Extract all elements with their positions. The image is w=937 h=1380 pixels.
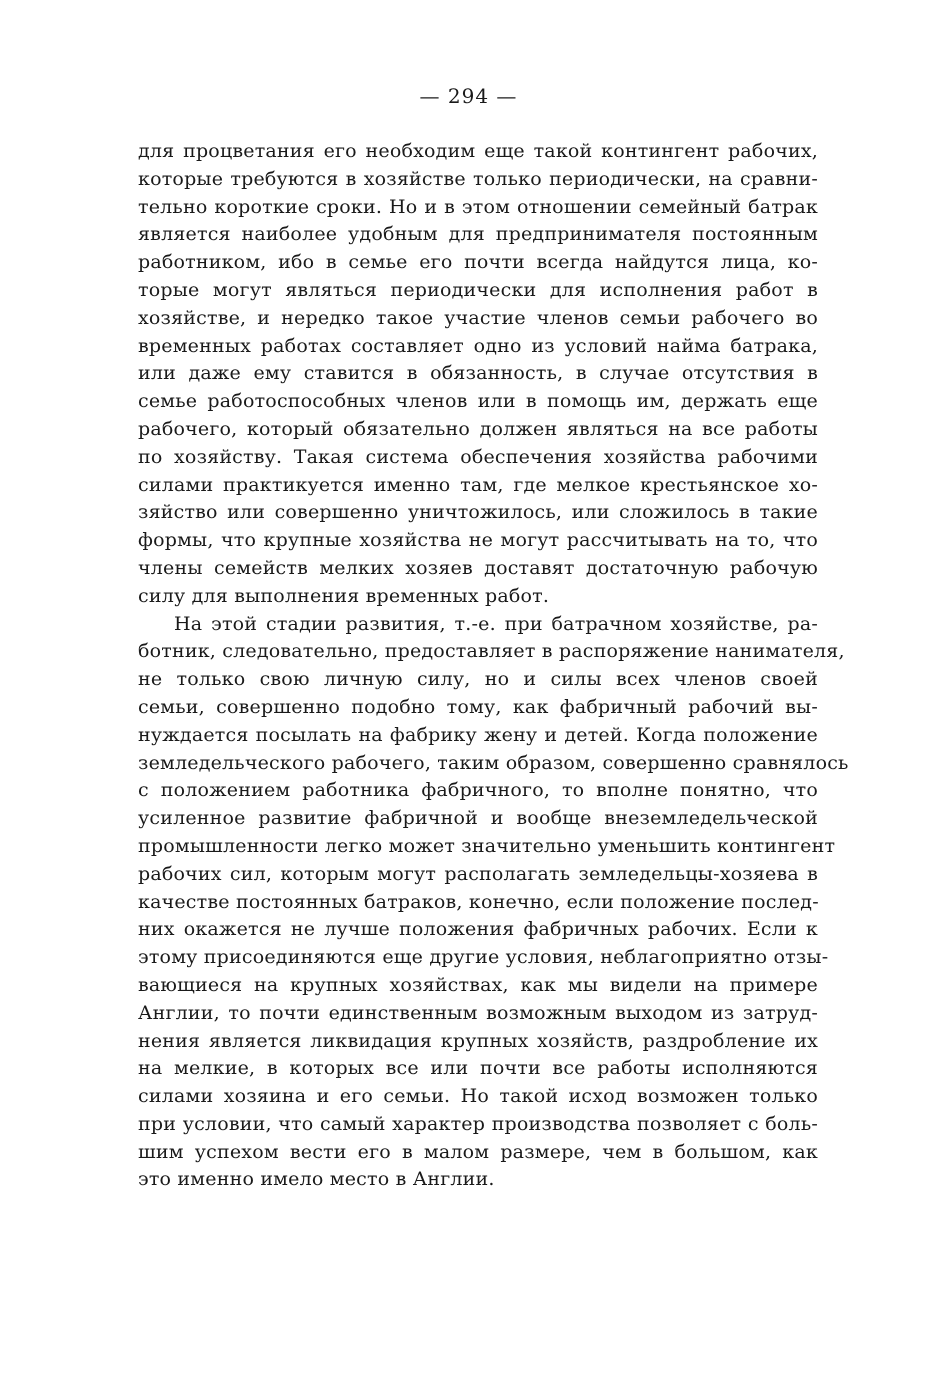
paragraph-1 xyxy=(138,138,818,611)
text-line: работником, ибо в семье его почти всегда найдутся лица, ко- xyxy=(138,251,818,274)
text-line: ботник, следовательно, предоставляет в распоряжение нанимателя, xyxy=(138,640,845,663)
text-line: при условии, что самый характер производства позволяет с боль- xyxy=(138,1112,818,1135)
text-line: них окажется не лучше положения фабричных рабочих. Если к xyxy=(138,918,818,941)
text-line: этому присоединяются еще другие условия, неблагоприятно отзы- xyxy=(138,946,829,969)
text-line: торые могут являться периодически для исполнения работ в xyxy=(138,278,818,301)
text-line: по хозяйству. Такая система обеспечения хозяйства рабочими xyxy=(138,445,818,468)
text-line: для процветания его необходим еще такой контингент рабочих, xyxy=(138,140,818,162)
text-line: на мелкие, в которых все или почти все работы исполняются xyxy=(138,1057,818,1080)
page-number: — 294 — xyxy=(419,84,518,108)
text-line: силами хозяина и его семьи. Но такой исход возможен только xyxy=(138,1085,818,1108)
text-line: земледельческого рабочего, таким образом, совершенно сравнялось xyxy=(138,751,849,774)
text-line: это именно имело место в Англии. xyxy=(138,1168,495,1191)
text-line: промышленности легко может значительно уменьшить контингент xyxy=(138,834,836,857)
text-line: рабочего, который обязательно должен являться на все работы xyxy=(138,417,818,440)
text-line: члены семейств мелких хозяев доставят достаточную рабочую xyxy=(138,556,818,579)
text-line: На этой стадии развития, т.-е. при батрачном хозяйстве, ра- xyxy=(174,612,818,635)
text-line: нения является ликвидация крупных хозяйств, раздробление их xyxy=(138,1029,818,1052)
text-line: которые требуются в хозяйстве только периодически, на сравни- xyxy=(138,167,818,190)
text-line: или даже ему ставится в обязанность, в случае отсутствия в xyxy=(138,362,818,385)
text-line: зяйство или совершенно уничтожилось, или сложилось в такие xyxy=(138,501,818,524)
text-line: тельно короткие сроки. Но и в этом отношении семейный батрак xyxy=(138,195,818,218)
text-line: семьи, совершенно подобно тому, как фабричный рабочий вы- xyxy=(138,695,818,718)
text-line: усиленное развитие фабричной и вообще внеземледельческой xyxy=(138,807,818,830)
text-line: силу для выполнения временных работ. xyxy=(138,584,550,607)
text-line: качестве постоянных батраков, конечно, если положение послед- xyxy=(138,890,819,913)
text-line: временных работах составляет одно из условий найма батрака, xyxy=(138,334,818,357)
text-line: семье работоспособных членов или в помощь им, держать еще xyxy=(138,390,818,413)
text-line: вающиеся на крупных хозяйствах, как мы видели на примере xyxy=(138,973,818,996)
text-line: рабочих сил, которым могут располагать земледельцы-хозяева в xyxy=(138,862,818,885)
text-line: шим успехом вести его в малом размере, чем в большом, как xyxy=(138,1140,818,1163)
paragraph-2 xyxy=(138,611,849,1195)
text-line: силами практикуется именно там, где мелкое крестьянское хо- xyxy=(138,473,818,496)
text-line: формы, что крупные хозяйства не могут рассчитывать на то, что xyxy=(138,529,818,552)
text-line: не только свою личную силу, но и силы всех членов своей xyxy=(138,668,818,691)
text-line: хозяйстве, и нередко такое участие членов семьи рабочего во xyxy=(138,306,818,329)
text-line: является наиболее удобным для предпринимателя постоянным xyxy=(138,223,818,246)
text-line: Англии, то почти единственным возможным выходом из затруд- xyxy=(138,1001,818,1024)
text-line: с положением работника фабричного, то вполне понятно, что xyxy=(138,779,818,802)
text-line: нуждается посылать на фабрику жену и детей. Когда положение xyxy=(138,723,818,746)
body-text xyxy=(138,138,849,1194)
